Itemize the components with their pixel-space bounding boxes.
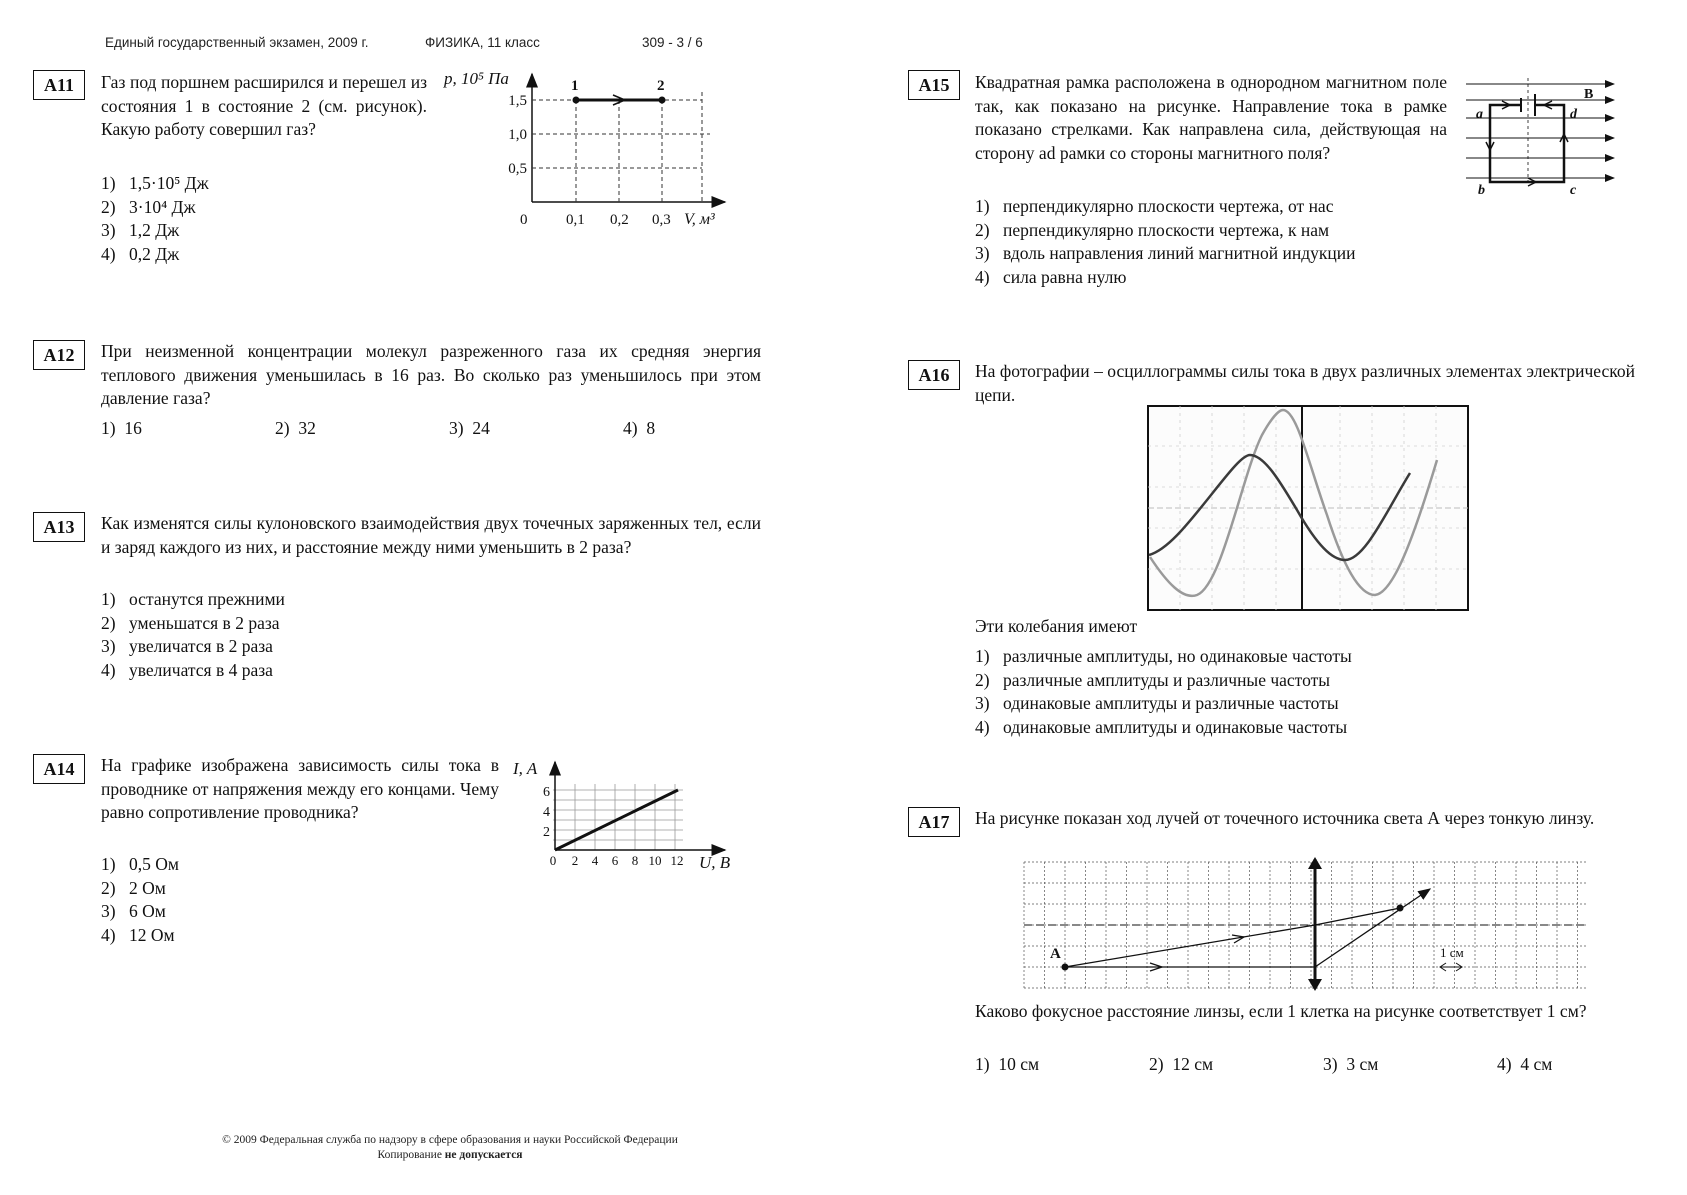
question-label-a11: А11 — [33, 70, 85, 100]
question-label-a13: А13 — [33, 512, 85, 542]
wire-frame — [1490, 105, 1564, 182]
option-a12-1[interactable]: 1) 16 — [101, 418, 142, 438]
page-number: 309 - 3 / 6 — [642, 35, 703, 50]
options-a13 — [101, 588, 285, 682]
pv-xlabel: V, м³ — [684, 211, 715, 228]
options-a17 — [975, 1054, 1635, 1078]
option-a12-4[interactable]: 4) 8 — [623, 418, 656, 438]
oscillogram-photo — [1147, 405, 1471, 613]
corner-b: b — [1478, 183, 1485, 198]
question-text-a15: Квадратная рамка расположена в однородном магнитном поле так, как показано на рисунке. Направление тока в рамке показано стрелками. Как направлена сила, действующая на сторону ad рамки со стороны магнитного поля? — [975, 72, 1447, 163]
iu-ylabel: I, A — [513, 759, 538, 778]
options-a11 — [101, 172, 209, 266]
option-a14-2[interactable]: 2) 2 Ом — [101, 877, 166, 898]
question-label-a12: А12 — [33, 340, 85, 370]
option-a17-4[interactable]: 4) 4 см — [1497, 1054, 1553, 1074]
light-source-a — [1062, 964, 1069, 971]
option-a15-4[interactable]: 4) сила равна нулю — [975, 266, 1127, 287]
question-text-a17: На рисунке показан ход лучей от точечного источника света А через тонкую линзу. — [975, 808, 1595, 828]
pv-ylabel: p, 10⁵ Па — [444, 69, 509, 88]
page-footer — [140, 1133, 760, 1163]
question-text-a12: При неизменной концентрации молекул разреженного газа их средняя энергия теплового движения уменьшилась в 16 раз. Во сколько раз уменьшилось при этом давление газа? — [101, 341, 761, 408]
ray-intersection — [1397, 905, 1404, 912]
option-a16-2[interactable]: 2) различные амплитуды и различные частоты — [975, 669, 1331, 690]
option-a15-2[interactable]: 2) перпендикулярно плоскости чертежа, к нам — [975, 219, 1330, 240]
iu-xtick: 0 — [549, 853, 557, 868]
option-a12-2[interactable]: 2) 32 — [275, 418, 316, 438]
question-text-a11: Газ под поршнем расширился и перешел из состояния 1 в состояние 2 (см. рисунок). Какую работу совершил газ? — [101, 72, 427, 139]
iu-xtick: 6 — [611, 853, 619, 868]
pv-ytick: 1,5 — [508, 93, 527, 109]
lens-ray-diagram — [1022, 855, 1588, 993]
option-a11-4[interactable]: 4) 0,2 Дж — [101, 243, 180, 264]
option-a17-1[interactable]: 1) 10 см — [975, 1054, 1040, 1074]
option-a14-4[interactable]: 4) 12 Ом — [101, 924, 175, 945]
page-header — [105, 35, 725, 57]
iu-xtick: 8 — [631, 853, 639, 868]
pv-ytick: 1,0 — [508, 127, 527, 143]
option-a13-2[interactable]: 2) уменьшатся в 2 раза — [101, 612, 280, 633]
option-a13-1[interactable]: 1) останутся прежними — [101, 589, 285, 609]
options-a16 — [975, 645, 1352, 739]
option-a14-1[interactable]: 1) 0,5 Ом — [101, 854, 179, 874]
scale-label: 1 см — [1440, 945, 1464, 960]
option-a16-4[interactable]: 4) одинаковые амплитуды и одинаковые частоты — [975, 716, 1348, 737]
copyright-line: © 2009 Федеральная служба по надзору в сфере образования и науки Российской Федерации — [222, 1134, 678, 1146]
state-point-1 — [573, 97, 580, 104]
iu-xtick: 10 — [648, 853, 662, 868]
option-a11-3[interactable]: 3) 1,2 Дж — [101, 220, 180, 240]
option-a15-1[interactable]: 1) перпендикулярно плоскости чертежа, от нас — [975, 196, 1334, 216]
question-text-a16: На фотографии – осциллограммы силы тока в двух различных элементах электрической цепи. — [975, 361, 1635, 405]
pv-xtick: 0,3 — [652, 212, 671, 228]
option-a11-2[interactable]: 2) 3·10⁴ Дж — [101, 196, 196, 217]
options-a14 — [101, 853, 179, 947]
option-a17-3[interactable]: 3) 3 см — [1323, 1054, 1379, 1074]
option-a13-3[interactable]: 3) увеличатся в 2 раза — [101, 636, 273, 656]
iu-ytick: 2 — [543, 825, 550, 840]
iu-xtick: 4 — [591, 853, 599, 868]
question-text-a14: На графике изображена зависимость силы тока в проводнике от напряжения между его концами. Чему равно сопротивление проводника? — [101, 755, 499, 822]
pv-graph-a11 — [440, 62, 730, 232]
options-a12 — [101, 418, 761, 442]
copy-notice: Копирование не допускается — [377, 1149, 523, 1161]
option-a16-3[interactable]: 3) одинаковые амплитуды и различные частоты — [975, 693, 1339, 713]
pv-xtick: 0,1 — [566, 212, 585, 228]
option-a13-4[interactable]: 4) увеличатся в 4 раза — [101, 659, 273, 680]
field-label: B — [1584, 87, 1594, 102]
pv-ytick: 0,5 — [508, 161, 527, 177]
caption-a16: Эти колебания имеют — [975, 616, 1138, 636]
question-label-a16: А16 — [908, 360, 960, 390]
pv-origin: 0 — [520, 212, 528, 228]
state-label-1: 1 — [571, 78, 579, 94]
iu-xlabel: U, B — [699, 853, 731, 872]
iu-graph-a14 — [505, 752, 745, 877]
option-a11-1[interactable]: 1) 1,5·10⁵ Дж — [101, 173, 209, 193]
pv-xtick: 0,2 — [610, 212, 629, 228]
iu-ytick: 4 — [543, 805, 550, 820]
option-a15-3[interactable]: 3) вдоль направления линий магнитной индукции — [975, 243, 1356, 263]
option-a12-3[interactable]: 3) 24 — [449, 418, 490, 438]
exam-title: Единый государственный экзамен, 2009 г. — [105, 35, 369, 50]
subject-title: ФИЗИКА, 11 класс — [425, 35, 540, 50]
corner-a: a — [1476, 107, 1483, 122]
option-a17-2[interactable]: 2) 12 см — [1149, 1054, 1214, 1074]
question-text-a13: Как изменятся силы кулоновского взаимодействия двух точечных заряженных тел, если и заряд каждого из них, и расстояние между ними уменьшить в 2 раза? — [101, 513, 761, 557]
iu-xtick: 2 — [571, 853, 579, 868]
state-point-2 — [659, 97, 666, 104]
iu-xtick: 12 — [670, 853, 684, 868]
option-a14-3[interactable]: 3) 6 Ом — [101, 901, 166, 921]
option-a16-1[interactable]: 1) различные амплитуды, но одинаковые частоты — [975, 646, 1352, 666]
iu-ytick: 6 — [543, 785, 550, 800]
question-subtext-a17: Каково фокусное расстояние линзы, если 1 клетка на рисунке соответствует 1 см? — [975, 1001, 1587, 1021]
magnetic-frame-figure — [1462, 72, 1622, 200]
question-label-a14: А14 — [33, 754, 85, 784]
state-label-2: 2 — [657, 78, 665, 94]
question-label-a15: А15 — [908, 70, 960, 100]
source-label: A — [1050, 946, 1061, 962]
corner-c: c — [1570, 183, 1577, 198]
options-a15 — [975, 195, 1356, 289]
question-label-a17: А17 — [908, 807, 960, 837]
corner-d: d — [1570, 107, 1577, 122]
